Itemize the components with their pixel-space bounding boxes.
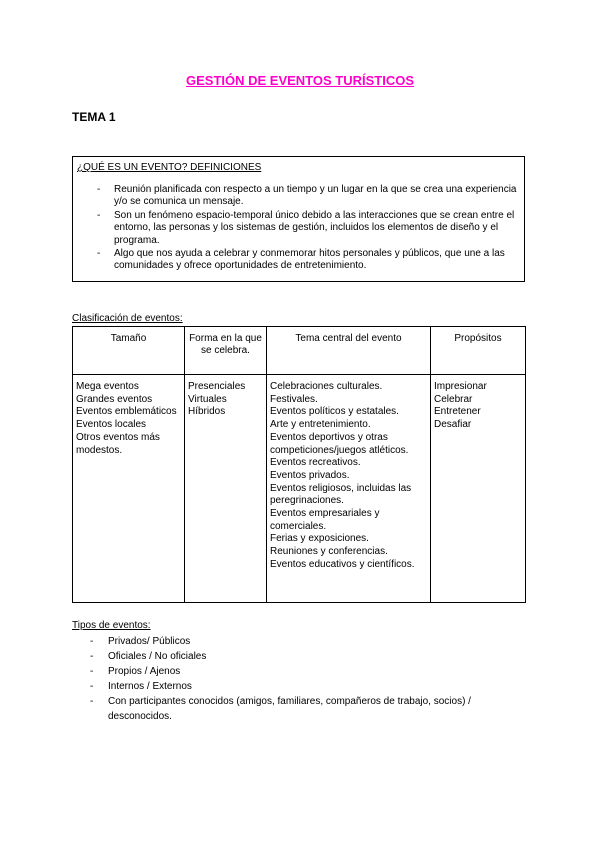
cell-item: Eventos religiosos, incluidas las peregrinaciones. — [270, 482, 412, 507]
cell-item: Entretener — [434, 406, 481, 418]
cell-item: Eventos empresariales y comerciales. — [270, 508, 380, 532]
cell-item: Eventos educativos y científicos. — [270, 558, 415, 570]
type-item: - Internos / Externos — [72, 679, 525, 694]
table-row — [73, 375, 526, 603]
type-item: - Propios / Ajenos — [72, 664, 525, 679]
classification-label: Clasificación de eventos: — [72, 313, 183, 324]
type-item: - Con participantes conocidos (amigos, familiares, compañeros de trabajo, socios) / desconocidos. — [72, 694, 525, 724]
type-item: - Privados/ Públicos — [72, 634, 525, 649]
types-label: Tipos de eventos: — [72, 620, 151, 631]
cell-item: Grandes eventos — [76, 393, 153, 405]
cell-item: Híbridos — [188, 406, 226, 418]
definitions-heading: ¿QUÉ ES UN EVENTO? DEFINICIONES — [77, 162, 262, 173]
table-header-row — [73, 327, 526, 375]
cell-item: Celebrar — [434, 393, 473, 405]
type-item: - Oficiales / No oficiales — [72, 649, 525, 664]
definitions-box — [72, 156, 525, 282]
cell-item: Eventos emblemáticos — [76, 406, 177, 418]
cell-item: Eventos políticos y estatales. — [270, 406, 399, 418]
cell-item: Presenciales — [188, 381, 246, 392]
page-title: GESTIÓN DE EVENTOS TURÍSTICOS — [185, 73, 414, 88]
cell-size — [73, 375, 185, 603]
cell-item: Desafiar — [434, 419, 472, 431]
cell-theme — [267, 375, 431, 603]
classification-table — [72, 326, 526, 603]
cell-item: Arte y entretenimiento. — [270, 419, 371, 431]
cell-item: Festivales. — [270, 393, 318, 405]
definition-item: - Son un fenómeno espacio-temporal único debido a las interacciones que se crean entre el entorno, las personas y los sistemas de gestión, incluidos los elementos de diseño y el programa. — [77, 210, 519, 247]
header-cell-size: Tamaño — [73, 327, 185, 375]
definition-item: - Algo que nos ayuda a celebrar y conmemorar hitos personales y públicos, que une a las comunidades y ofrece oportunidades de entretenimiento. — [77, 248, 519, 273]
cell-item: Eventos privados. — [270, 469, 350, 481]
definition-item: - Reunión planificada con respecto a un tiempo y un lugar en la que se crea una experiencia y/o se comunica un mensaje. — [77, 184, 519, 209]
cell-item: Otros eventos más modestos. — [76, 431, 160, 456]
cell-item: Eventos recreativos. — [270, 457, 361, 469]
cell-item: Mega eventos — [76, 381, 139, 392]
cell-item: Eventos deportivos y otras competiciones/juegos atléticos. — [270, 431, 409, 456]
cell-form — [185, 375, 267, 603]
section-heading: TEMA 1 — [72, 110, 116, 124]
cell-item: Celebraciones culturales. — [270, 381, 383, 392]
cell-item: Impresionar — [434, 381, 487, 392]
cell-item: Virtuales — [188, 393, 227, 405]
header-cell-form: Forma en la que se celebra. — [185, 327, 267, 375]
types-list — [72, 634, 525, 724]
header-cell-purpose: Propósitos — [431, 327, 526, 375]
cell-item: Reuniones y conferencias. — [270, 546, 388, 558]
header-cell-theme: Tema central del evento — [267, 327, 431, 375]
cell-purpose — [431, 375, 526, 603]
definitions-list — [77, 184, 519, 273]
cell-item: Ferias y exposiciones. — [270, 533, 369, 545]
cell-item: Eventos locales — [76, 419, 147, 431]
